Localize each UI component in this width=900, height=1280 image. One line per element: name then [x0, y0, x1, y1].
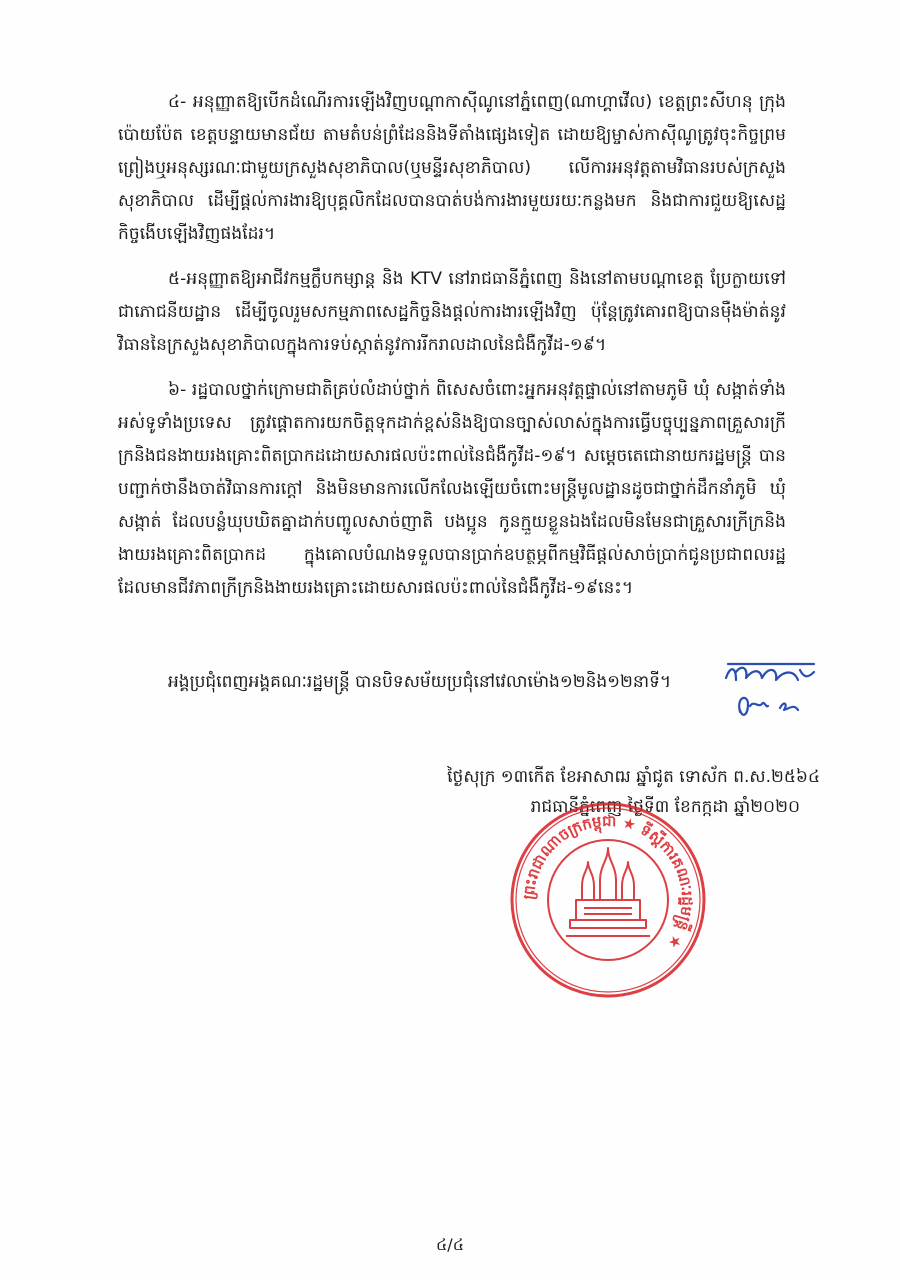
place-and-date: រាជធានីភ្នំពេញ ថ្ងៃទី៣ ខែកក្កដា ឆ្នាំ២០២០	[530, 797, 800, 817]
lunar-date: ថ្ងៃសុក្រ ១៣កើត ខែអាសាឍ ឆ្នាំជូត ទោស័ក ព.ស.២៥៦៤	[447, 767, 820, 787]
official-seal	[508, 800, 708, 1000]
seal-ring-text: ព្រះរាជាណាចក្រកម្ពុជា ★ ទីស្ដីការគណៈរដ្ឋមន្ត្រី ★	[519, 811, 697, 953]
closing-statement: អង្គប្រជុំពេញអង្គគណៈរដ្ឋមន្ត្រី បានបិទសម័យប្រជុំនៅវេលាម៉ោង១២និង១២នាទី។	[168, 672, 672, 692]
svg-text:ព្រះរាជាណាចក្រកម្ពុជា ★ ទីស្ដី	[519, 812, 696, 952]
paragraph-4: ៤- អនុញ្ញាតឱ្យបើកដំណើរការឡើងវិញបណ្ដាកាស៊ីណូនៅភ្នំពេញ(ណាហ្គាវើល) ខេត្តព្រះសីហនុ ក្រុងប៉ោយប៉ែត ខេត្តបន្ទាយមានជ័យ តាមតំបន់ព្រំដែននិងទីតាំងផ្សេងទៀត ដោយឱ្យម្ចាស់កាស៊ីណូត្រូវចុះកិច្ចព្រមព្រៀងឬអនុស្សរណៈជាមួយក្រសួងសុខាភិបាល(ឬមន្ទីរសុខាភិបាល) លើការអនុវត្តតាមវិធានរបស់ក្រសួងសុខាភិបាល ដើម្បីផ្ដល់ការងារឱ្យបុគ្គលិកដែលបានបាត់បង់ការងារមួយរយៈកន្លងមក និងជាការជួយឱ្យសេដ្ឋកិច្ចងើបឡើងវិញផងដែរ។	[118, 92, 786, 244]
document-body	[118, 86, 786, 617]
page-number: ៤/៤	[435, 1235, 465, 1254]
handwritten-initials	[718, 656, 828, 726]
paragraph-5: ៥-អនុញ្ញាតឱ្យអាជីវកម្មក្លឹបកម្សាន្ត និង KTV នៅរាជធានីភ្នំពេញ និងនៅតាមបណ្ដាខេត្ត ប្រែក្លាយទៅជាភោជនីយដ្ឋាន ដើម្បីចូលរួមសកម្មភាពសេដ្ឋកិច្ចនិងផ្ដល់ការងារឡើងវិញ ប៉ុន្តែត្រូវគោរពឱ្យបានម៉ឺងម៉ាត់នូវវិធាននៃក្រសួងសុខាភិបាលក្នុងការទប់ស្កាត់នូវការរីករាលដាលនៃជំងឺកូវីដ-១៩។	[118, 269, 786, 355]
paragraph-6: ៦- រដ្ឋបាលថ្នាក់ក្រោមជាតិគ្រប់លំដាប់ថ្នាក់ ពិសេសចំពោះអ្នកអនុវត្តផ្ទាល់នៅតាមភូមិ ឃុំ សង្កាត់ទាំងអស់ទូទាំងប្រទេស ត្រូវផ្ដោតការយកចិត្តទុកដាក់ខ្ពស់និងឱ្យបានច្បាស់លាស់ក្នុងការធ្វើបច្ចុប្បន្នភាពគ្រួសារក្រីក្រនិងជនងាយរងគ្រោះពិតប្រាកដដោយសារផលប៉ះពាល់នៃជំងឺកូវីដ-១៩។ សម្តេចតេជោនាយករដ្ឋមន្ត្រី បានបញ្ជាក់ថានឹងចាត់វិធានការក្ដៅ និងមិនមានការលើកលែងឡើយចំពោះមន្ត្រីមូលដ្ឋានដូចជាថ្នាក់ដឹកនាំភូមិ ឃុំ សង្កាត់ ដែលបន្លំឃុបឃិតគ្នាដាក់បញ្ចូលសាច់ញាតិ បងប្អូន កូនក្មួយខ្លួនឯងដែលមិនមែនជាគ្រួសារក្រីក្រនិងងាយរងគ្រោះពិតប្រាកដ ក្នុងគោលបំណងទទួលបានប្រាក់ឧបត្ថម្ភពីកម្មវិធីផ្ដល់សាច់ប្រាក់ជូនប្រជាពលរដ្ឋដែលមានជីវភាពក្រីក្រនិងងាយរងគ្រោះដោយសារផលប៉ះពាល់នៃជំងឺកូវីដ-១៩នេះ។	[118, 380, 786, 598]
